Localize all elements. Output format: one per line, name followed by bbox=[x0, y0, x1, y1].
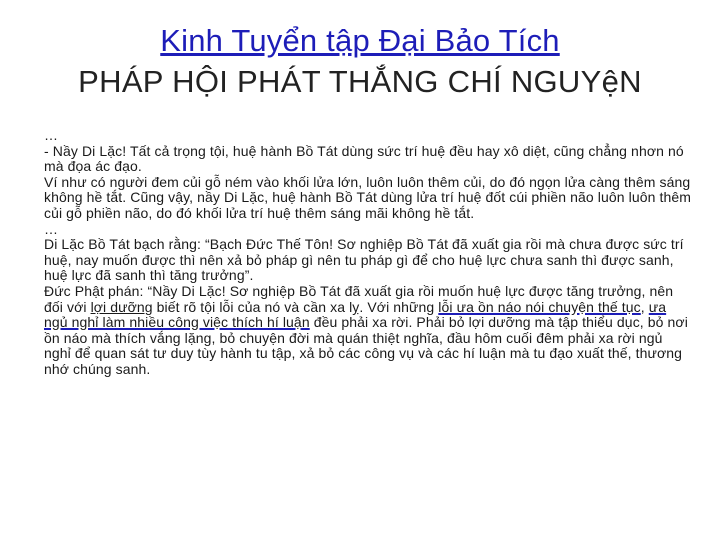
paragraph-4-text-d: đều phải xa rời. Phải bỏ lợi dưỡng mà tập thiểu dục, bỏ nơi ồn náo mà thích vắng lặng, bỏ chuyện đời mà quán thiệt nghĩa, đầu hôm cuối đêm phải xa rời ngủ nghỉ để quan sát tư duy tùy hành tu tập, xả bỏ các công vụ và các hí luận mà tu đạo xuất thế, thương nhớ chúng sanh. bbox=[44, 314, 688, 377]
underlined-phrase-ngu-nghi: ưa ngủ nghỉ làm nhiều công việc thích hí luận bbox=[44, 298, 667, 331]
paragraph-3: Di Lặc Bồ Tát bạch rằng: “Bạch Đức Thế Tôn! Sơ nghiệp Bồ Tát đã xuất gia rồi mà chưa được sức trí huệ, nay muốn được thì nên xả bỏ pháp gì nên tu pháp gì để cho huệ lực chưa sanh thì được sanh, huệ lực đã sanh thì tăng trưởng”. bbox=[44, 236, 684, 284]
title-link[interactable]: Kinh Tuyển tập Đại Bảo Tích bbox=[160, 23, 560, 58]
slide-title: PHÁP HỘI PHÁT THẮNG CHÍ NGUYệN bbox=[78, 64, 642, 99]
underlined-phrase-loi-duong: lợi dưỡng bbox=[90, 298, 153, 315]
body-text bbox=[44, 128, 692, 378]
title-block bbox=[0, 22, 720, 102]
ellipsis-2: … bbox=[44, 220, 59, 237]
paragraph-4-text-b: biết rõ tội lỗi của nó và cần xa lỵ. Với những bbox=[152, 298, 439, 315]
paragraph-1: - Nầy Di Lặc! Tất cả trọng tội, huệ hành Bồ Tát dùng sức trí huệ đều hay xô diệt, cũng chẳng nhơn nó mà đọa ác đạo. bbox=[44, 142, 684, 175]
paragraph-4-text-c: , bbox=[640, 298, 649, 315]
paragraph-2: Ví như có người đem củi gỗ ném vào khối lửa lớn, luôn luôn thêm củi, do đó ngọn lửa càng thêm sáng không hề tắt. Cũng vậy, nầy Di Lặc, huệ hành Bồ Tát dùng lửa trí huệ đốt cúi phiền não luôn luôn thêm củi gỗ phiền não, do đó khối lửa trí huệ thêm sáng mãi không hề tắt. bbox=[44, 173, 692, 221]
paragraph-4 bbox=[44, 284, 692, 378]
ellipsis-1: … bbox=[44, 127, 59, 143]
title-link-line bbox=[0, 22, 720, 60]
underlined-phrase-on-nao: lỗi ưa ồn náo nói chuyện thế tục bbox=[438, 298, 641, 315]
paragraph-4-text-a: Đức Phật phán: “Nầy Di Lặc! Sơ nghiệp Bồ Tát đã xuất gia rồi muốn huệ lực được tăng trưởng, nên đối với bbox=[44, 282, 674, 315]
